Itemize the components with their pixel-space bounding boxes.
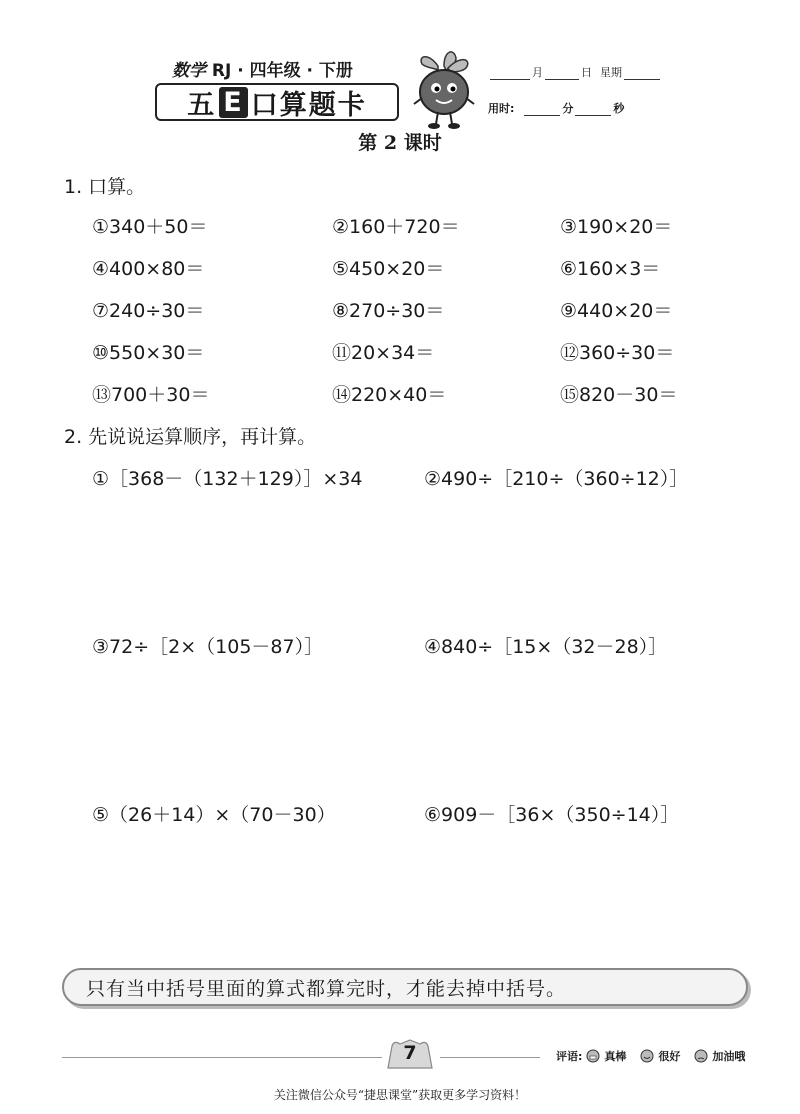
date-fields — [488, 64, 662, 80]
step-problem: ⑥909－［36×（350÷14）］ — [424, 804, 680, 826]
brand-part-1: 五 — [187, 89, 217, 121]
rating-great: 真棒 — [604, 1050, 627, 1063]
oral-problem: ⑭220×40＝ — [332, 384, 447, 406]
time-label: 用时: — [488, 102, 515, 115]
oral-problem: ⑩550×30＝ — [92, 342, 205, 364]
book-subject-line — [172, 56, 353, 81]
oral-problem: ⑪20×34＝ — [332, 342, 435, 364]
page-number: 7 — [403, 1042, 417, 1064]
second-label: 秒 — [613, 102, 625, 115]
weekday-label: 星期 — [600, 66, 622, 79]
step-problem: ①［368－（132＋129）］×34 — [92, 468, 363, 490]
rating-row — [556, 1048, 745, 1064]
section-2-heading: 2. 先说说运算顺序，再计算。 — [64, 426, 317, 448]
step-problem: ④840÷［15×（32－28）］ — [424, 636, 668, 658]
oral-problem: ⑦240÷30＝ — [92, 300, 205, 322]
oral-problem: ③190×20＝ — [560, 216, 673, 238]
oral-problem: ⑬700＋30＝ — [92, 384, 210, 406]
oral-problem: ⑥160×3＝ — [560, 258, 661, 280]
month-blank[interactable] — [490, 67, 530, 80]
minute-label: 分 — [562, 102, 574, 115]
promo-note: 关注微信公众号“捷思课堂”获取更多学习资料！ — [273, 1088, 527, 1102]
oral-problem: ⑤450×20＝ — [332, 258, 445, 280]
brand-part-e: E — [219, 87, 247, 118]
rating-label: 评语: — [556, 1050, 583, 1063]
section-1-heading: 1. 口算。 — [64, 176, 146, 198]
day-blank[interactable] — [545, 67, 579, 80]
radish-mascot-icon — [408, 48, 480, 130]
time-fields — [488, 100, 624, 116]
step-problem: ③72÷［2×（105－87）］ — [92, 636, 324, 658]
lesson-title: 第 2 课时 — [358, 132, 442, 154]
second-blank[interactable] — [575, 103, 611, 116]
tip-text: 只有当中括号里面的算式都算完时，才能去掉中括号。 — [86, 977, 567, 1000]
edition-label: RJ · 四年级 · 下册 — [211, 61, 353, 81]
footer-divider — [62, 1057, 382, 1058]
oral-problem: ⑮820－30＝ — [560, 384, 678, 406]
minute-blank[interactable] — [524, 103, 560, 116]
oral-problem: ①340＋50＝ — [92, 216, 208, 238]
smiling-face-icon — [640, 1049, 654, 1063]
tip-box — [62, 968, 748, 1006]
subject-label: 数学 — [172, 61, 206, 81]
month-label: 月 — [532, 66, 543, 79]
footer-divider — [440, 1057, 540, 1058]
worried-face-icon — [694, 1049, 708, 1063]
grinning-face-icon — [586, 1049, 600, 1063]
oral-problem: ⑧270÷30＝ — [332, 300, 445, 322]
step-problem: ②490÷［210÷（360÷12）］ — [424, 468, 689, 490]
day-label: 日 — [581, 66, 592, 79]
rating-keep-going: 加油哦 — [712, 1050, 746, 1063]
brand-title — [155, 83, 399, 121]
oral-problem: ⑫360÷30＝ — [560, 342, 675, 364]
rating-good: 很好 — [658, 1050, 681, 1063]
step-problem: ⑤（26＋14）×（70－30） — [92, 804, 336, 826]
oral-problem: ②160＋720＝ — [332, 216, 460, 238]
oral-problem: ④400×80＝ — [92, 258, 205, 280]
brand-part-2: 口算题卡 — [250, 89, 367, 121]
oral-problem: ⑨440×20＝ — [560, 300, 673, 322]
weekday-blank[interactable] — [624, 67, 660, 80]
